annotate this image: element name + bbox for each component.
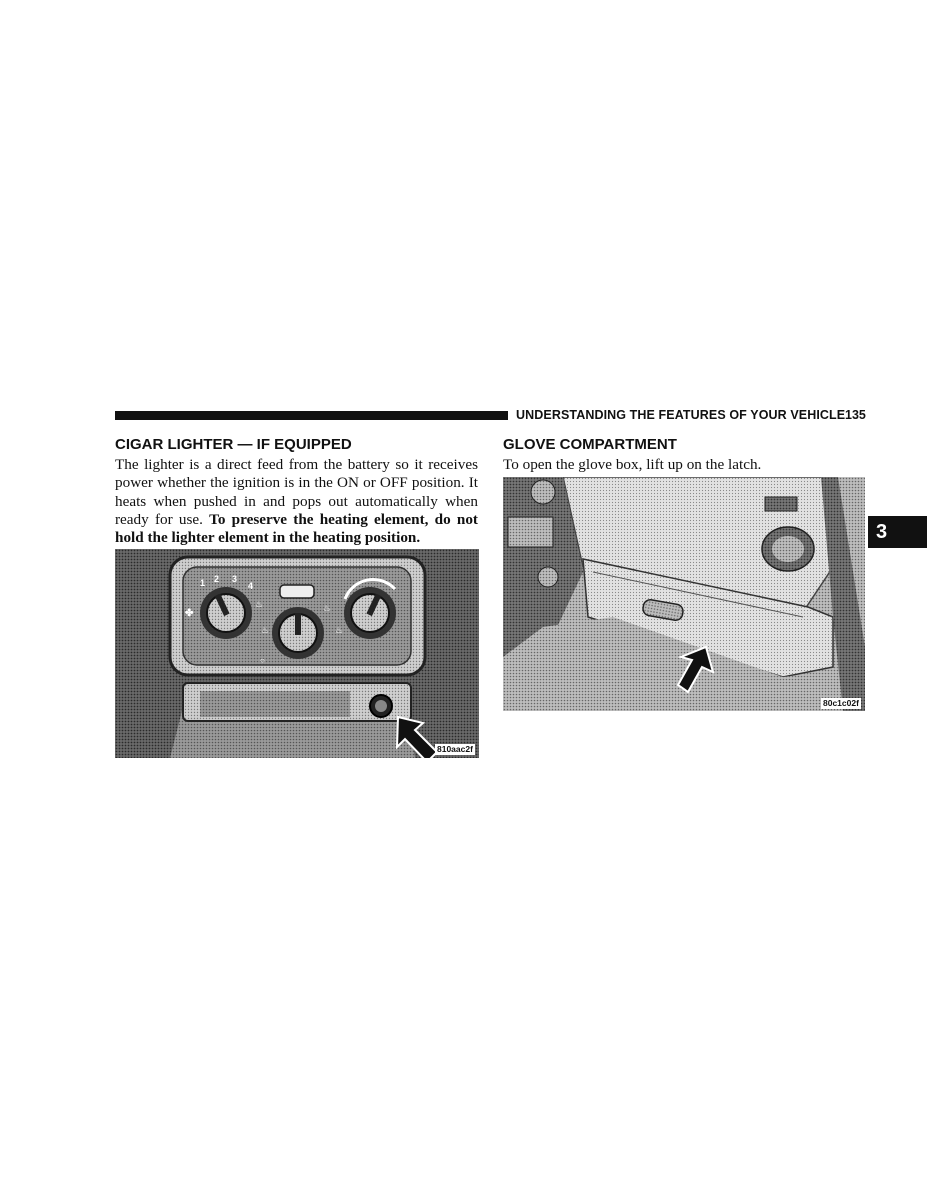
header-rule [115,411,508,420]
cigar-lighter-figure [115,549,479,758]
fan-speed-4: 4 [248,581,254,591]
glove-compartment-figure [503,477,865,711]
page-number: 135 [845,408,866,422]
svg-text:♨: ♨ [335,625,344,635]
glove-box-illustration [503,477,865,711]
climate-control-illustration [115,549,479,758]
figure-code: 810aac2f [437,744,473,754]
running-header-title: UNDERSTANDING THE FEATURES OF YOUR VEHICLE [516,408,846,422]
fan-speed-1: 1 [200,578,206,588]
svg-text:✤: ✤ [185,608,194,619]
fan-speed-2: 2 [214,574,220,584]
cigar-lighter-text: The lighter is a direct feed from the battery so it receives power whether the ignition is in the ON or OFF position. It heats when pushed in and pops out automatically when ready for use. [115,456,478,528]
glove-compartment-heading: GLOVE COMPARTMENT [503,436,677,453]
cigar-lighter-warning: To preserve the heating element, do not hold the lighter element in the heating position. [115,510,478,547]
svg-text:○: ○ [260,656,265,665]
svg-text:♨: ♨ [323,603,332,613]
figure-code: 80c1c02f [823,698,859,708]
chapter-tab: 3 [868,516,927,548]
cigar-lighter-paragraph [115,456,478,547]
svg-text:♨: ♨ [261,625,270,635]
fan-speed-3: 3 [232,574,238,584]
svg-text:♨: ♨ [255,599,264,609]
cigar-lighter-heading: CIGAR LIGHTER — IF EQUIPPED [115,436,352,453]
glove-compartment-paragraph: To open the glove box, lift up on the latch. [503,456,762,473]
